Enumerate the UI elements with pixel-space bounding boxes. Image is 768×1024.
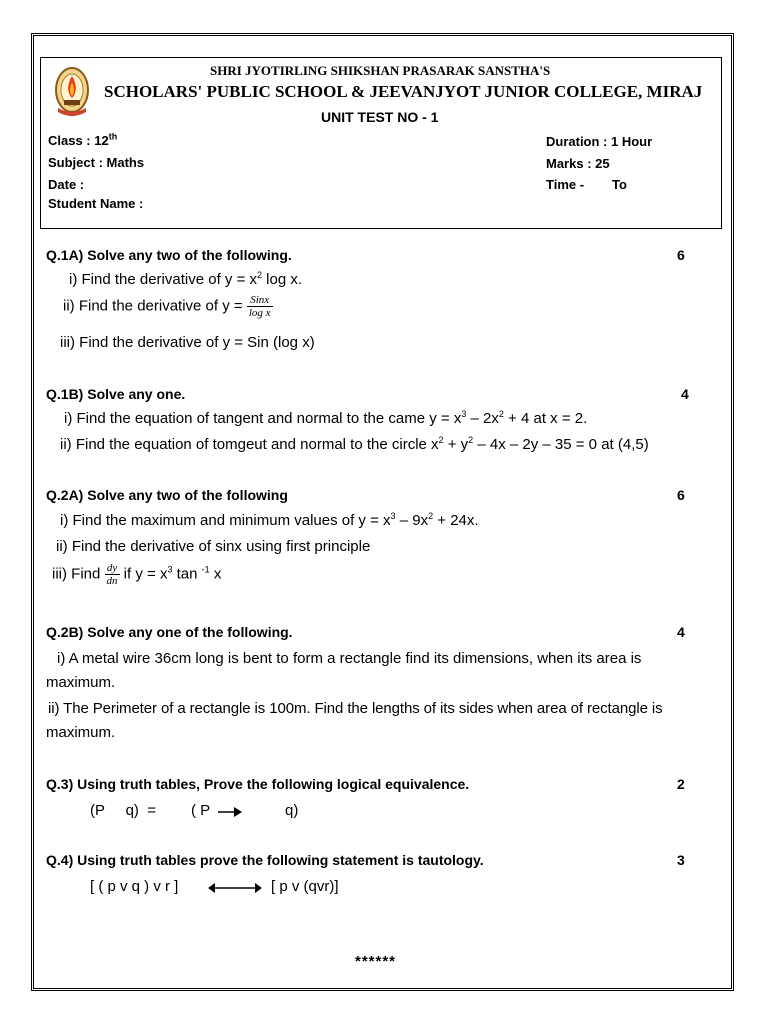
q2a-iii: iii) Find $\frac{dy}{dn}$ if $y = x^3$ tan $^{-1}$ x [52,562,222,587]
q1b-marks: 4 [681,386,689,402]
q2a-marks: 6 [677,487,685,503]
q3-expr-end: q) [285,802,299,819]
q2b-i-line1: i) A metal wire 36cm long is bent to form a rectangle find its dimensions, when its area is [57,650,642,667]
implies-arrow-icon [217,806,243,818]
q1a-ii-fraction: $\frac{\text{Sinx}}{\text{log x}}$ [248,294,271,319]
q3-expr-right: ( P [191,802,211,819]
q1a-ii: ii) Find the derivative of y = $\frac{\text{Sinx}}{\text{log x}}$ [63,294,271,319]
q3-expr-left: (P q) = [90,802,156,819]
student-name-field: Student Name : [48,196,144,211]
q2b-ii-line1: ii) The Perimeter of a rectangle is 100m. Find the lengths of its sides when area of rectangle is [48,700,663,717]
q1b-title: Q.1B) Solve any one. [46,386,186,402]
q1a-title: Q.1A) Solve any two of the following. [46,247,292,263]
q4-expr-right: [ p v (qvr)] [271,878,339,895]
q2a-title: Q.2A) Solve any two of the following [46,487,288,503]
class-field [48,133,117,148]
q4-title: Q.4) Using truth tables prove the following statement is tautology. [46,852,484,868]
q4-expr-left: [ ( p v q ) v r ] [90,878,179,895]
school-logo [52,64,92,120]
q2a-i: i) Find the maximum and minimum values of $y = x^3 - 9x^2 + 24x$. [60,511,479,529]
test-title: UNIT TEST NO - 1 [321,109,439,125]
q1a-i: i) Find the derivative of $y = x^2$ log x. [69,270,303,288]
trust-name: SHRI JYOTIRLING SHIKSHAN PRASARAK SANSTHA'S [210,63,551,78]
q1b-i: i) Find the equation of tangent and normal to the came $y = x^3 - 2x^2 + 4$ at x = 2. [64,409,588,427]
class-value: 12 [94,133,109,148]
class-sup: th [108,131,118,142]
q4-marks: 3 [677,852,685,868]
duration-field: Duration : 1 Hour [546,134,653,149]
footer-stars: ****** [355,953,397,970]
q1a-marks: 6 [677,247,685,263]
biconditional-arrow-icon [207,882,263,894]
q1a-iii: iii) Find the derivative of y = Sin (log x) [60,334,315,351]
subject-field: Subject : Maths [48,155,145,170]
marks-field: Marks : 25 [546,156,610,171]
q3-title: Q.3) Using truth tables, Prove the following logical equivalence. [46,776,470,792]
q2b-ii-line2: maximum. [46,724,116,741]
q2b-marks: 4 [677,624,685,640]
school-name: SCHOLARS' PUBLIC SCHOOL & JEEVANJYOT JUNIOR COLLEGE, MIRAJ [104,82,703,101]
q3-marks: 2 [677,776,685,792]
time-to: To [612,177,627,192]
time-field: Time - [546,177,585,192]
q2a-ii: ii) Find the derivative of sinx using first principle [56,538,371,555]
q2b-title: Q.2B) Solve any one of the following. [46,624,293,640]
date-field: Date : [48,177,85,192]
q2b-i-line2: maximum. [46,674,116,691]
class-label: Class : [48,133,95,148]
q1b-ii: ii) Find the equation of tomgeut and normal to the circle $x^2 + y^2 - 4x - 2y - 35 = 0$ at (4,5) [60,435,649,453]
q2a-iii-fraction: $\frac{dy}{dn}$ [106,562,118,587]
